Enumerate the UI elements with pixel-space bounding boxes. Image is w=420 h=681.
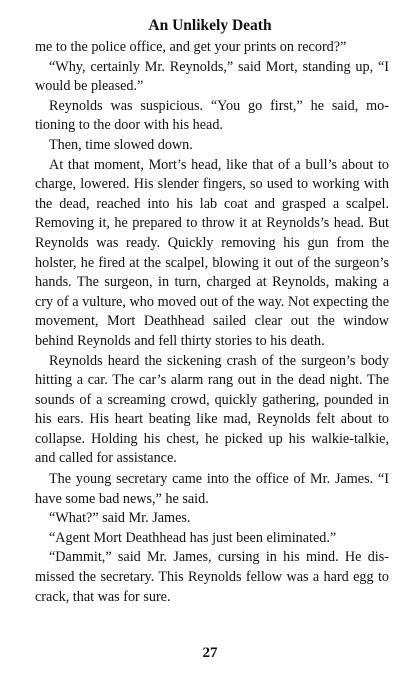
paragraph: “What?” said Mr. James. [49,510,191,527]
paragraph: “Why, certainly Mr. Reynolds,” said Mort, standing up, “I would be pleased.” [35,58,389,95]
paragraph: “Agent Mort Deathhead has just been eliminated.” [49,529,337,546]
paragraph: “Dammit,” said Mr. James, cursing in his mind. He dismissed the secretary. This Reynolds fellow was a hard egg to crack, that was for sure. [35,549,389,605]
paragraph: Then, time slowed down. [49,136,193,153]
paragraph: The young secretary came into the office of Mr. James. “I have some bad news,” he said. [35,471,389,507]
text-block-scene-two [35,470,389,607]
running-head-title: An Unlikely Death [148,17,272,34]
paragraph: Reynolds was suspicious. “You go first,” he said, motioning to the door with his head. [35,97,389,134]
page-number: 27 [202,645,218,661]
paragraph: Reynolds heard the sickening crash of the surgeon’s body hitting a car. The car’s alarm rang out in the dead night. The sounds of a screaming crowd, quickly gathering, pounded in his ears. His heart beating like mad, Reynolds felt about to collapse. Holding his chest, he picked up his walkie-talkie, and called for assistance. [35,352,389,467]
paragraph-continued: me to the police office, and get your prints on record?” [35,39,347,55]
paragraph: At that moment, Mort’s head, like that of a bull’s about to charge, lowered. His slender fingers, so used to working with the dead, reached into his lab coat and grasped a scalpel. Removing it, he prepared to throw it at Reynolds’s head. But Reynolds was ready. Quickly removing his gun from the holster, he fired at the scalpel, blowing it out of the surgeon’s hands. The surgeon, in turn, charged at Reynolds, making a cry of a vulture, who moved out of the way. Not expecting the movement, Mort Deathhead sailed clear out the window behind Reynolds and fell thirty stories to his death. [35,156,389,349]
text-block-scene-one [35,38,389,469]
